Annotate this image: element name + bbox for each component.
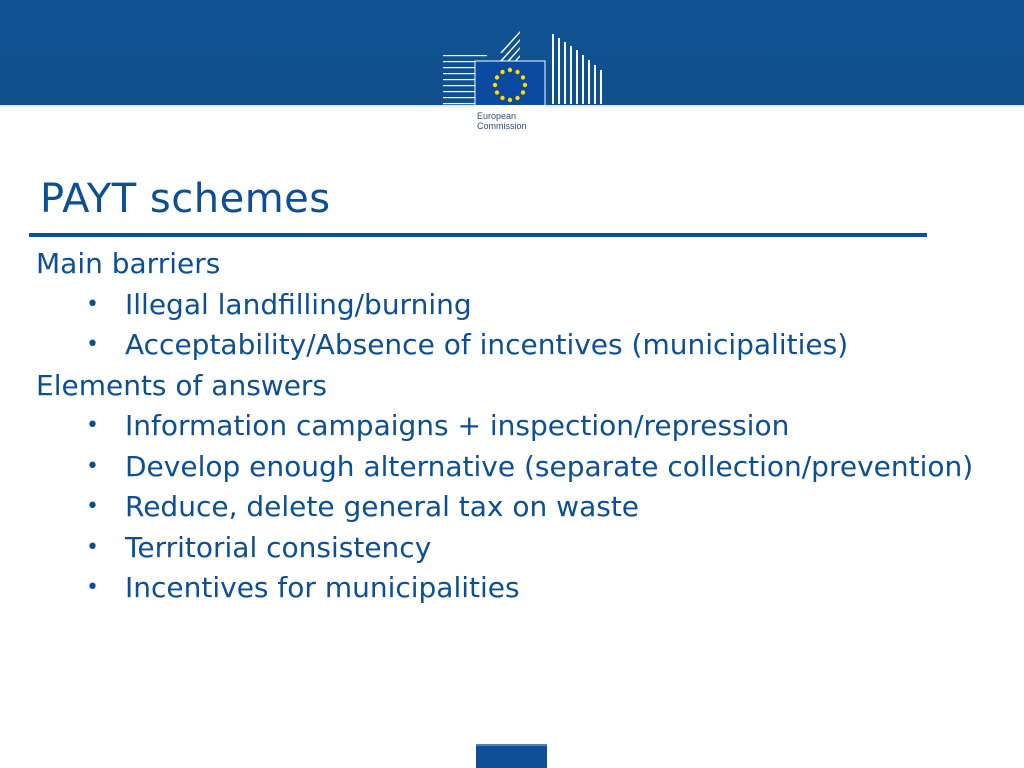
right-building-lines-icon [552, 34, 602, 104]
slide-content [36, 244, 996, 609]
main-barriers-group [36, 244, 996, 366]
european-commission-logo-icon [440, 30, 606, 142]
bullet-develop-alternative: • Develop enough alternative (separate collection/prevention) [36, 447, 996, 488]
logo-line-2: Commission [477, 121, 527, 131]
bullet-illegal-landfilling: • Illegal landfilling/burning [36, 285, 996, 326]
bullet-reduce-tax: • Reduce, delete general tax on waste [36, 487, 996, 528]
bullet-territorial-consistency: • Territorial consistency [36, 528, 996, 569]
elements-of-answers-heading: Elements of answers [36, 368, 328, 402]
elements-of-answers-group [36, 366, 996, 609]
slide-title: PAYT schemes [40, 176, 331, 222]
elements-of-answers-list [36, 406, 996, 609]
main-barriers-heading: Main barriers [36, 247, 221, 280]
bullet-incentives-municipalities: • Incentives for municipalities [36, 568, 996, 609]
logo-line-1: European [477, 111, 517, 121]
bullet-acceptability: • Acceptability/Absence of incentives (municipalities) [36, 325, 996, 366]
footer-flag-icon [476, 744, 547, 768]
main-barriers-list [36, 285, 996, 366]
bullet-information-campaigns: • Information campaigns + inspection/repression [36, 406, 996, 447]
title-underline [29, 233, 927, 237]
logo-text [477, 111, 547, 131]
